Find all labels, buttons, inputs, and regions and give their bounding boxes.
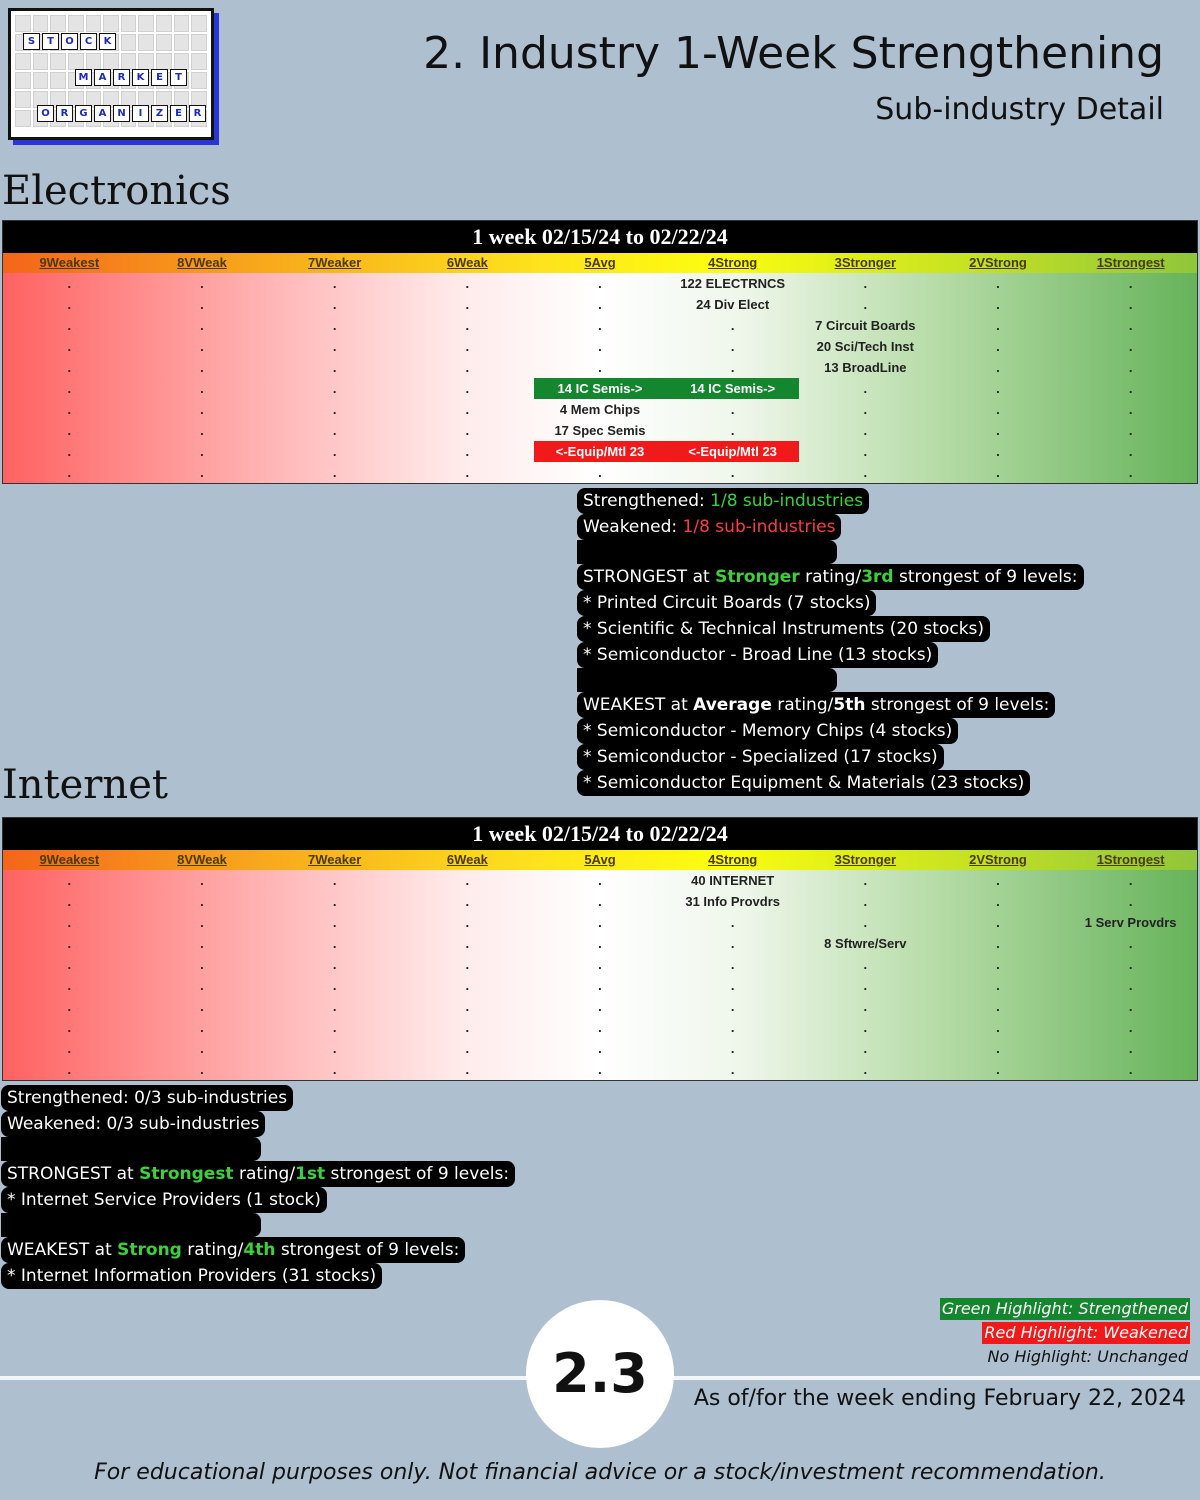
sub-industry-cell: 1 Serv Provdrs — [1084, 915, 1177, 930]
level-label: 1Strongest — [1096, 852, 1165, 867]
section-title-electronics: Electronics — [2, 168, 231, 214]
level-label: 4Strong — [708, 852, 758, 867]
disclaimer: For educational purposes only. Not financial advice or a stock/investment recommendation. — [94, 1460, 1106, 1485]
empty-cell: . — [996, 276, 1000, 291]
logo-letter: C — [80, 33, 97, 50]
weakest-item: * Semiconductor - Specialized (17 stocks) — [577, 744, 944, 770]
empty-cell: . — [996, 465, 1000, 480]
level-label: 9Weakest — [39, 255, 100, 270]
empty-cell: . — [996, 423, 1000, 438]
empty-cell: . — [996, 318, 1000, 333]
logo-letter: A — [94, 105, 111, 122]
logo-letter: R — [56, 105, 73, 122]
empty-cell: . — [67, 915, 72, 930]
table-body — [3, 870, 1197, 1080]
empty-cell: . — [996, 1041, 1000, 1056]
empty-cell: . — [863, 444, 868, 459]
empty-cell: . — [465, 318, 470, 333]
empty-cell: . — [598, 1062, 602, 1077]
weakest-line: WEAKEST at Average rating/5th strongest of 9 levels: — [577, 692, 1055, 718]
empty-cell: . — [200, 360, 204, 375]
empty-cell: . — [67, 339, 72, 354]
empty-cell: . — [332, 957, 337, 972]
legend-none: No Highlight: Unchanged — [987, 1347, 1188, 1366]
empty-cell: . — [465, 915, 470, 930]
empty-cell: . — [200, 465, 204, 480]
legend-red: Red Highlight: Weakened — [984, 1323, 1188, 1342]
strongest-line: STRONGEST at Strongest rating/1st strongest of 9 levels: — [1, 1161, 515, 1187]
empty-cell: . — [863, 957, 868, 972]
logo-letter: O — [61, 33, 78, 50]
logo-letter: K — [99, 33, 116, 50]
empty-cell: . — [598, 297, 602, 312]
empty-cell: . — [332, 915, 337, 930]
empty-cell: . — [996, 444, 1000, 459]
sub-industry-cell: 13 BroadLine — [824, 360, 907, 375]
empty-cell: . — [200, 978, 204, 993]
empty-cell: . — [1128, 957, 1133, 972]
empty-cell: . — [730, 1020, 735, 1035]
empty-cell: . — [996, 915, 1000, 930]
empty-cell: . — [200, 276, 204, 291]
empty-cell: . — [1128, 339, 1133, 354]
weakest-item: * Internet Information Providers (31 stocks) — [1, 1263, 382, 1289]
empty-cell: . — [598, 936, 602, 951]
logo-letter: S — [23, 33, 40, 50]
sub-industry-cell: 24 Div Elect — [696, 297, 770, 312]
logo — [8, 8, 214, 140]
empty-cell: . — [200, 915, 204, 930]
level-header-row — [3, 253, 1197, 273]
sub-industry-cell: 40 INTERNET — [691, 873, 775, 888]
empty-cell: . — [200, 402, 204, 417]
empty-cell: . — [465, 360, 470, 375]
sub-industry-cell: 4 Mem Chips — [559, 402, 641, 417]
empty-cell: . — [332, 978, 337, 993]
empty-cell: . — [730, 402, 735, 417]
empty-cell: . — [996, 1020, 1000, 1035]
empty-cell: . — [1128, 318, 1133, 333]
empty-cell: . — [1128, 1062, 1133, 1077]
weakest-item: * Semiconductor Equipment & Materials (23 stocks) — [577, 770, 1030, 796]
empty-cell: . — [730, 339, 735, 354]
level-label: 2VStrong — [969, 852, 1027, 867]
empty-cell: . — [1128, 978, 1133, 993]
empty-cell: . — [730, 1062, 735, 1077]
empty-cell: . — [332, 297, 337, 312]
sub-industry-cell: 14 IC Semis-> — [534, 378, 667, 399]
empty-cell: . — [996, 360, 1000, 375]
empty-cell: . — [200, 957, 204, 972]
empty-cell: . — [996, 894, 1000, 909]
empty-cell: . — [67, 423, 72, 438]
logo-letter: R — [113, 69, 130, 86]
strongest-item: * Printed Circuit Boards (7 stocks) — [577, 590, 876, 616]
empty-cell: . — [67, 381, 72, 396]
strongest-item: * Semiconductor - Broad Line (13 stocks) — [577, 642, 938, 668]
empty-cell: . — [598, 894, 602, 909]
logo-letter: N — [113, 105, 130, 122]
sub-industry-cell: <-Equip/Mtl 23 — [666, 441, 799, 462]
empty-cell: . — [863, 1020, 868, 1035]
empty-cell: . — [598, 1020, 602, 1035]
sub-industry-cell: 8 Sftwre/Serv — [824, 936, 907, 951]
empty-cell: . — [996, 381, 1000, 396]
empty-cell: . — [996, 402, 1000, 417]
empty-cell: . — [465, 339, 470, 354]
empty-cell: . — [1128, 423, 1133, 438]
empty-cell: . — [67, 360, 72, 375]
empty-cell: . — [465, 894, 470, 909]
empty-cell: . — [863, 894, 868, 909]
strongest-item: * Internet Service Providers (1 stock) — [1, 1187, 327, 1213]
empty-cell: . — [332, 1062, 337, 1077]
empty-cell: . — [996, 1062, 1000, 1077]
empty-cell: . — [730, 957, 735, 972]
empty-cell: . — [200, 936, 204, 951]
strongest-line: STRONGEST at Stronger rating/3rd strongest of 9 levels: — [577, 564, 1084, 590]
logo-letter: I — [132, 105, 149, 122]
empty-cell: . — [200, 999, 204, 1014]
empty-cell: . — [1128, 936, 1133, 951]
logo-letter: M — [75, 69, 92, 86]
sub-industry-cell: <-Equip/Mtl 23 — [534, 441, 667, 462]
empty-cell: . — [598, 957, 602, 972]
empty-cell: . — [332, 402, 337, 417]
level-label: 9Weakest — [39, 852, 100, 867]
empty-cell: . — [67, 978, 72, 993]
empty-cell: . — [598, 978, 602, 993]
level-header-row — [3, 850, 1197, 870]
empty-cell: . — [730, 360, 735, 375]
empty-cell: . — [200, 318, 204, 333]
sub-industry-cell: 7 Circuit Boards — [815, 318, 916, 333]
empty-cell: . — [332, 1020, 337, 1035]
logo-letter: E — [151, 69, 168, 86]
empty-cell: . — [200, 339, 204, 354]
empty-cell: . — [67, 957, 72, 972]
empty-cell: . — [598, 276, 602, 291]
empty-cell: . — [67, 894, 72, 909]
empty-cell: . — [200, 444, 204, 459]
empty-cell: . — [863, 999, 868, 1014]
empty-cell: . — [200, 894, 204, 909]
logo-letter: T — [170, 69, 187, 86]
level-label: 7Weaker — [308, 255, 362, 270]
level-label: 5Avg — [584, 852, 616, 867]
empty-cell: . — [1128, 999, 1133, 1014]
empty-cell: . — [863, 276, 868, 291]
weakened-line: Weakened: 1/8 sub-industries — [577, 514, 841, 540]
weakest-line: WEAKEST at Strong rating/4th strongest of 9 levels: — [1, 1237, 465, 1263]
internet-table — [2, 817, 1198, 1081]
empty-cell: . — [332, 999, 337, 1014]
empty-cell: . — [332, 360, 337, 375]
empty-cell: . — [996, 297, 1000, 312]
empty-cell: . — [67, 465, 72, 480]
empty-cell: . — [67, 1062, 72, 1077]
empty-cell: . — [200, 423, 204, 438]
page-number-badge: 2.3 — [526, 1300, 674, 1448]
empty-cell: . — [1128, 360, 1133, 375]
table-header: 1 week 02/15/24 to 02/22/24 — [3, 221, 1197, 253]
level-label: 6Weak — [446, 852, 488, 867]
empty-cell: . — [67, 873, 72, 888]
section-title-internet: Internet — [2, 762, 168, 808]
empty-cell: . — [332, 465, 337, 480]
empty-cell: . — [863, 402, 868, 417]
empty-cell: . — [598, 999, 602, 1014]
empty-cell: . — [730, 465, 735, 480]
empty-cell: . — [200, 1062, 204, 1077]
logo-letter: T — [42, 33, 59, 50]
logo-letter: A — [94, 69, 111, 86]
empty-cell: . — [465, 465, 470, 480]
logo-letter: O — [37, 105, 54, 122]
empty-cell: . — [200, 297, 204, 312]
level-label: 7Weaker — [308, 852, 362, 867]
empty-cell: . — [465, 999, 470, 1014]
empty-cell: . — [863, 1062, 868, 1077]
empty-cell: . — [598, 1041, 602, 1056]
highlight-legend — [940, 1298, 1190, 1370]
empty-cell: . — [465, 1020, 470, 1035]
empty-cell: . — [67, 276, 72, 291]
legend-green: Green Highlight: Strengthened — [941, 1299, 1188, 1318]
table-header: 1 week 02/15/24 to 02/22/24 — [3, 818, 1197, 850]
empty-cell: . — [465, 873, 470, 888]
empty-cell: . — [1128, 276, 1133, 291]
empty-cell: . — [598, 318, 602, 333]
level-label: 3Stronger — [834, 255, 897, 270]
empty-cell: . — [598, 465, 602, 480]
empty-cell: . — [863, 1041, 868, 1056]
empty-cell: . — [863, 873, 868, 888]
weakest-item: * Semiconductor - Memory Chips (4 stocks) — [577, 718, 958, 744]
empty-cell: . — [332, 444, 337, 459]
empty-cell: . — [200, 381, 204, 396]
empty-cell: . — [332, 381, 337, 396]
empty-cell: . — [730, 1041, 735, 1056]
internet-notes — [1, 1085, 515, 1289]
empty-cell: . — [730, 936, 735, 951]
level-label: 8VWeak — [177, 852, 227, 867]
level-label: 4Strong — [708, 255, 758, 270]
empty-cell: . — [332, 423, 337, 438]
empty-cell: . — [863, 381, 868, 396]
page-title: 2. Industry 1-Week Strengthening — [423, 28, 1164, 79]
empty-cell: . — [465, 276, 470, 291]
empty-cell: . — [67, 444, 72, 459]
sub-industry-cell: 14 IC Semis-> — [666, 378, 799, 399]
empty-cell: . — [996, 339, 1000, 354]
empty-cell: . — [332, 276, 337, 291]
empty-cell: . — [465, 381, 470, 396]
empty-cell: . — [598, 915, 602, 930]
empty-cell: . — [332, 1041, 337, 1056]
empty-cell: . — [332, 894, 337, 909]
empty-cell: . — [1128, 894, 1133, 909]
empty-cell: . — [1128, 297, 1133, 312]
sub-industry-cell: 31 Info Provdrs — [685, 894, 780, 909]
empty-cell: . — [863, 297, 868, 312]
level-label: 8VWeak — [177, 255, 227, 270]
empty-cell: . — [200, 1020, 204, 1035]
empty-cell: . — [67, 318, 72, 333]
logo-letter: K — [132, 69, 149, 86]
logo-letter: G — [75, 105, 92, 122]
empty-cell: . — [465, 1062, 470, 1077]
empty-cell: . — [67, 1020, 72, 1035]
empty-cell: . — [465, 444, 470, 459]
level-label: 6Weak — [446, 255, 488, 270]
empty-cell: . — [67, 936, 72, 951]
empty-cell: . — [598, 873, 602, 888]
as-of-date: As of/for the week ending February 22, 2024 — [693, 1386, 1186, 1411]
empty-cell: . — [465, 423, 470, 438]
empty-cell: . — [730, 423, 735, 438]
empty-cell: . — [1128, 1041, 1133, 1056]
empty-cell: . — [465, 936, 470, 951]
empty-cell: . — [1128, 465, 1133, 480]
weakened-line: Weakened: 0/3 sub-industries — [1, 1111, 265, 1137]
empty-cell: . — [1128, 402, 1133, 417]
empty-cell: . — [598, 339, 602, 354]
empty-cell: . — [996, 957, 1000, 972]
empty-cell: . — [465, 297, 470, 312]
empty-cell: . — [1128, 381, 1133, 396]
empty-cell: . — [465, 957, 470, 972]
empty-cell: . — [67, 297, 72, 312]
sub-industry-cell: 17 Spec Semis — [554, 423, 646, 438]
sub-industry-cell: 122 ELECTRNCS — [680, 276, 786, 291]
empty-cell: . — [863, 978, 868, 993]
empty-cell: . — [1128, 444, 1133, 459]
empty-cell: . — [465, 978, 470, 993]
empty-cell: . — [465, 1041, 470, 1056]
level-label: 1Strongest — [1096, 255, 1165, 270]
empty-cell: . — [67, 999, 72, 1014]
empty-cell: . — [332, 873, 337, 888]
strongest-item: * Scientific & Technical Instruments (20 stocks) — [577, 616, 990, 642]
strengthened-line: Strengthened: 0/3 sub-industries — [1, 1085, 293, 1111]
strengthened-line: Strengthened: 1/8 sub-industries — [577, 488, 869, 514]
empty-cell: . — [863, 423, 868, 438]
empty-cell: . — [730, 999, 735, 1014]
empty-cell: . — [996, 873, 1000, 888]
table-body — [3, 273, 1197, 483]
page-subtitle: Sub-industry Detail — [875, 92, 1164, 127]
logo-letter: E — [170, 105, 187, 122]
empty-cell: . — [863, 465, 868, 480]
level-label: 2VStrong — [969, 255, 1027, 270]
empty-cell: . — [332, 339, 337, 354]
empty-cell: . — [996, 999, 1000, 1014]
empty-cell: . — [332, 936, 337, 951]
empty-cell: . — [67, 402, 72, 417]
empty-cell: . — [598, 360, 602, 375]
empty-cell: . — [200, 1041, 204, 1056]
empty-cell: . — [863, 915, 868, 930]
empty-cell: . — [67, 1041, 72, 1056]
empty-cell: . — [332, 318, 337, 333]
level-label: 3Stronger — [834, 852, 897, 867]
electronics-notes — [577, 488, 1084, 796]
logo-letter: Z — [151, 105, 168, 122]
empty-cell: . — [465, 402, 470, 417]
empty-cell: . — [1128, 873, 1133, 888]
sub-industry-cell: 20 Sci/Tech Inst — [816, 339, 914, 354]
empty-cell: . — [730, 915, 735, 930]
electronics-table — [2, 220, 1198, 484]
level-label: 5Avg — [584, 255, 616, 270]
empty-cell: . — [1128, 1020, 1133, 1035]
empty-cell: . — [200, 873, 204, 888]
empty-cell: . — [996, 936, 1000, 951]
empty-cell: . — [730, 978, 735, 993]
empty-cell: . — [730, 318, 735, 333]
empty-cell: . — [996, 978, 1000, 993]
logo-letter: R — [189, 105, 206, 122]
